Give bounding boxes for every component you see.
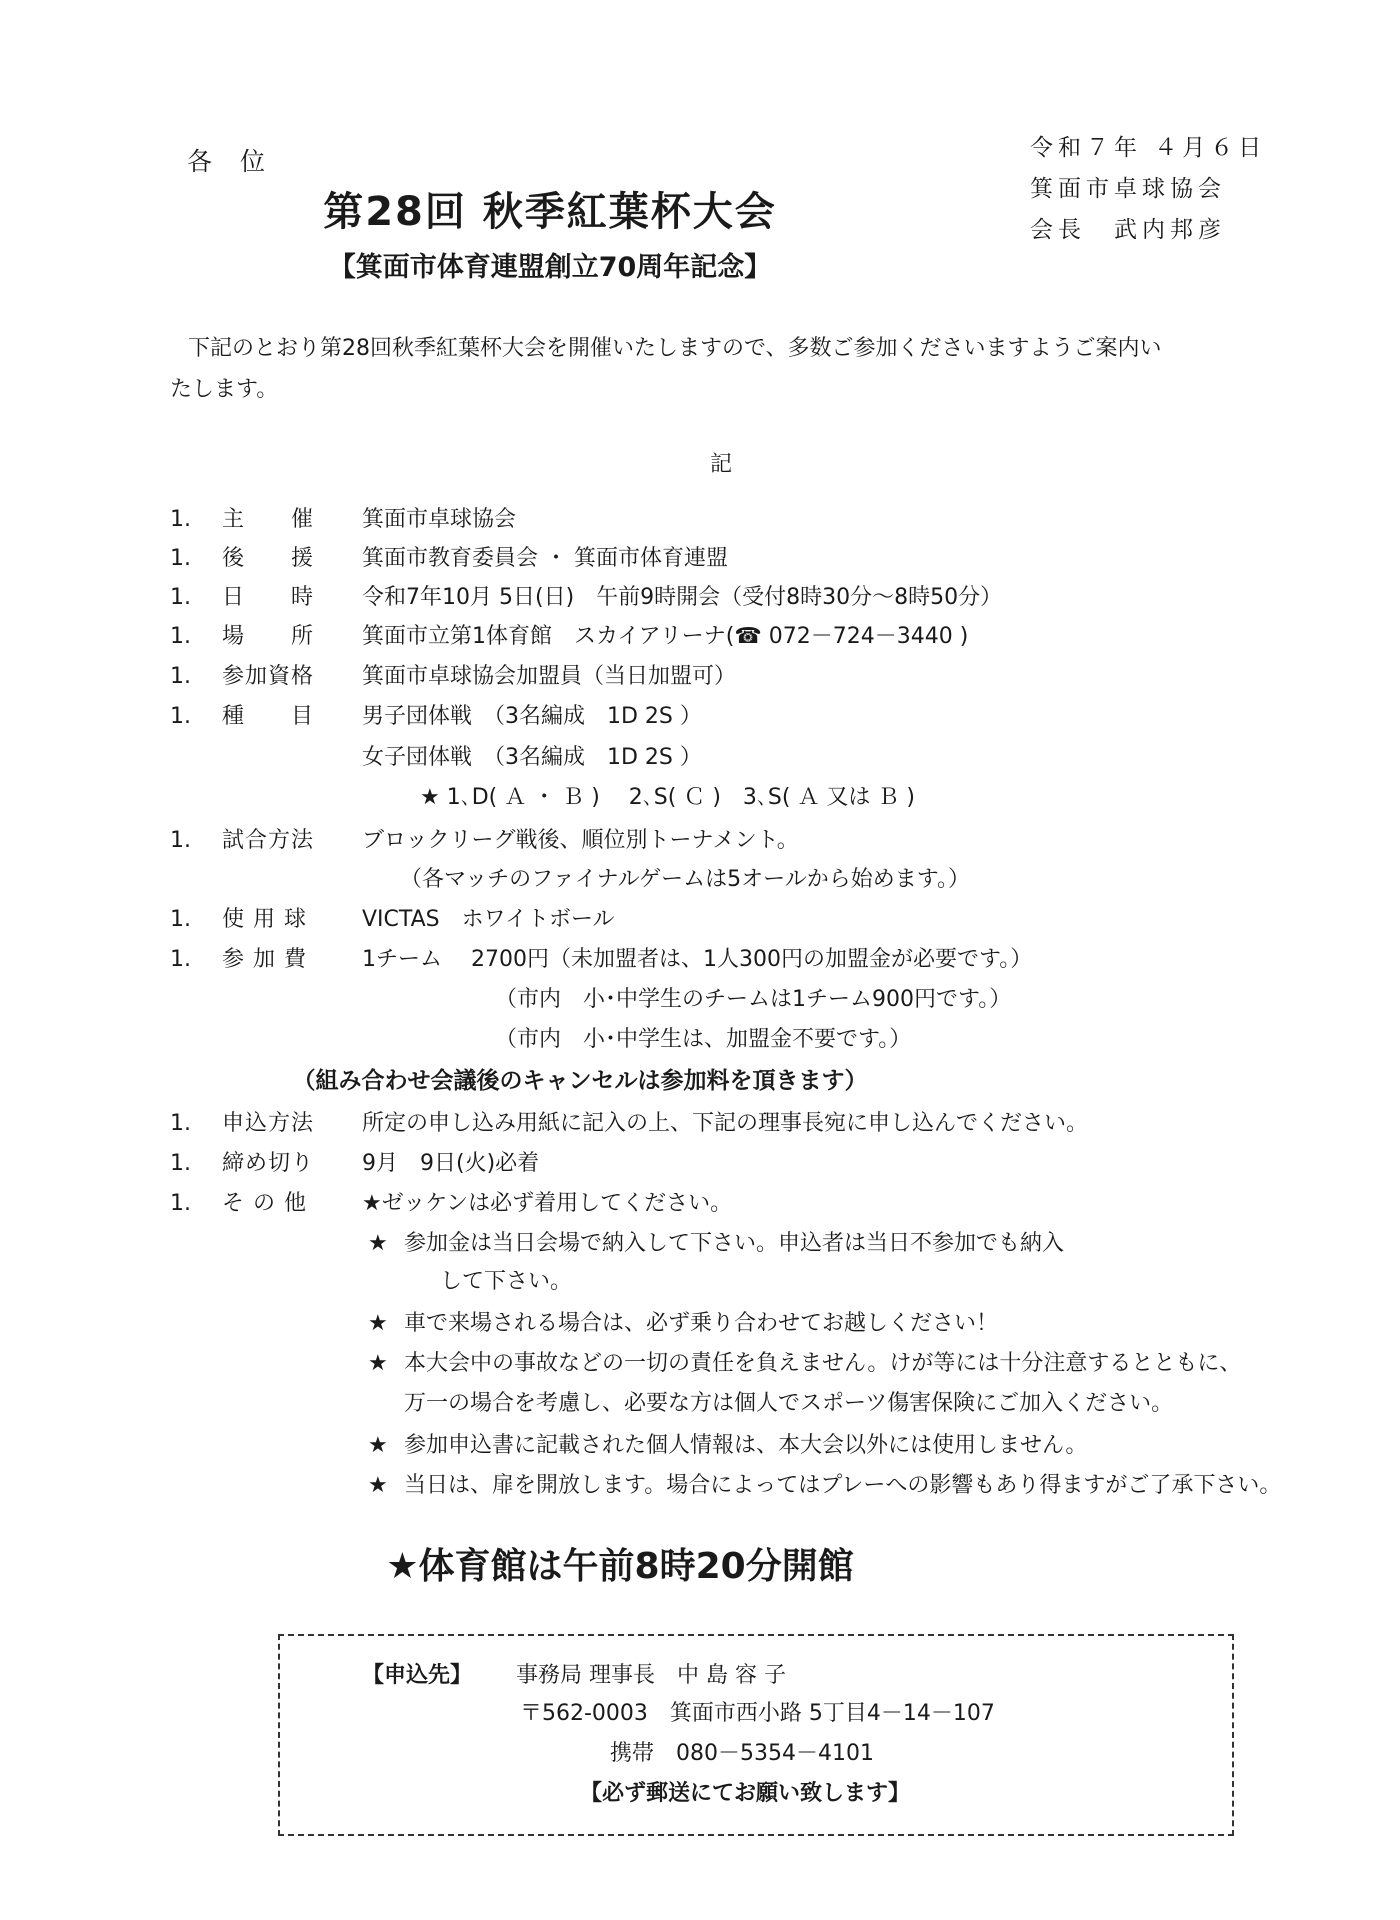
item-label: 後 援 (222, 546, 315, 571)
item-label: 使 用 球 (222, 907, 307, 932)
note-doors (368, 1468, 1281, 1499)
note-carpool (368, 1306, 998, 1337)
item-label: 主 催 (222, 507, 315, 532)
item-eligibility (170, 659, 736, 690)
item-label: 参加資格 (222, 664, 315, 689)
item-events (170, 699, 702, 730)
item-label: 場 所 (222, 624, 315, 649)
fee-note-team: （市内 小･中学生のチームは1チーム900円です。） (495, 987, 1012, 1012)
item-label: そ の 他 (222, 1191, 307, 1216)
ki-heading: 記 (710, 452, 733, 477)
item-number: 1. (170, 546, 191, 571)
note-text: 参加申込書に記載された個人情報は、本大会以外には使用しません。 (404, 1433, 1088, 1458)
item-label: 参 加 費 (222, 947, 307, 972)
item-ball (170, 902, 615, 933)
event-order: ★ 1､D( Ａ ・ Ｂ ) 2､S( Ｃ ) 3､S( Ａ 又は Ｂ ) (420, 785, 916, 810)
item-number: 1. (170, 624, 191, 649)
note-text: 車で来場される場合は、必ず乗り合わせてお越しください！ (404, 1311, 999, 1336)
issue-date: 令和７年 ４月６日 (1030, 135, 1267, 161)
item-label: 日 時 (222, 585, 315, 610)
item-number: 1. (170, 585, 191, 610)
item-value: VICTAS ホワイトボール (362, 907, 615, 932)
addressee: 各 位 (187, 147, 275, 176)
item-value: 箕面市卓球協会 (362, 507, 517, 532)
item-value: 9月 9日(火)必着 (362, 1151, 540, 1176)
item-value: 令和7年10月 5日(日) 午前9時開会（受付8時30分～8時50分） (362, 585, 1003, 610)
note-payment-cont: して下さい。 (440, 1269, 573, 1294)
match-note: （各マッチのファイナルゲームは5オールから始めます。） (400, 867, 970, 892)
cancel-note: （組み合わせ会議後のキャンセルは参加料を頂きます） (292, 1068, 868, 1094)
item-application (170, 1106, 1088, 1137)
note-liability-cont: 万一の場合を考慮し、必要な方は個人でスポーツ傷害保険にご加入ください。 (404, 1391, 1174, 1416)
item-deadline (170, 1146, 539, 1177)
item-number: 1. (170, 664, 191, 689)
item-fee (170, 942, 1032, 973)
item-number: 1. (170, 704, 191, 729)
star-icon: ★ (368, 1473, 388, 1498)
item-label: 締め切り (222, 1151, 315, 1176)
contact-address: 〒562-0003 箕面市西小路 5丁目4－14－107 (520, 1701, 995, 1726)
item-number: 1. (170, 947, 191, 972)
note-text: 参加金は当日会場で納入して下さい。申込者は当日不参加でも納入 (404, 1231, 1065, 1256)
item-number: 1. (170, 507, 191, 532)
note-text: 本大会中の事故などの一切の責任を負えません。けが等には十分注意するとともに、 (404, 1351, 1242, 1376)
item-number: 1. (170, 1191, 191, 1216)
item-value: 箕面市教育委員会 ・ 箕面市体育連盟 (362, 546, 728, 571)
contact-label: 【申込先】 (362, 1663, 473, 1688)
star-icon: ★ (368, 1433, 388, 1458)
item-label: 種 目 (222, 704, 315, 729)
item-number: 1. (170, 907, 191, 932)
item-match-format (170, 823, 799, 854)
document-title: 第28回 秋季紅葉杯大会 (323, 189, 777, 235)
contact-person: 事務局 理事長 中 島 容 子 (516, 1663, 786, 1688)
contact-box (278, 1634, 1234, 1836)
item-datetime (170, 580, 1002, 611)
gym-opening-notice: ★体育館は午前8時20分開館 (386, 1546, 854, 1587)
intro-paragraph: 下記のとおり第28回秋季紅葉杯大会を開催いたしますので、多数ご参加くださいますようご案内いたします。 (170, 336, 1162, 402)
item-number: 1. (170, 1111, 191, 1136)
item-label: 試合方法 (222, 828, 315, 853)
president-name: 会長 武内邦彦 (1030, 217, 1226, 243)
item-value: 所定の申し込み用紙に記入の上、下記の理事長宛に申し込んでください。 (362, 1111, 1089, 1136)
star-icon: ★ (368, 1231, 388, 1256)
star-icon: ★ (368, 1351, 388, 1376)
item-value: 箕面市卓球協会加盟員（当日加盟可） (362, 664, 737, 689)
item-other (170, 1186, 732, 1217)
contact-phone: 携帯 080－5354－4101 (610, 1741, 874, 1766)
item-venue (170, 619, 968, 650)
document-subtitle: 【箕面市体育連盟創立70周年記念】 (328, 252, 772, 283)
organization-name: 箕面市卓球協会 (1030, 176, 1226, 202)
contact-mail-note: 【必ず郵送にてお願い致します】 (580, 1781, 911, 1806)
note-text: 当日は、扉を開放します。場合によってはプレーへの影響もあり得ますがご了承下さい。 (404, 1473, 1282, 1498)
item-label: 申込方法 (222, 1111, 315, 1136)
item-value: ★ゼッケンは必ず着用してください。 (362, 1191, 733, 1216)
note-payment (368, 1226, 1064, 1257)
event-women: 女子団体戦 （3名編成 1D 2S ） (362, 745, 702, 770)
item-value: 箕面市立第1体育館 スカイアリーナ(☎ 072－724－3440 ) (362, 624, 969, 649)
item-support (170, 541, 728, 572)
note-privacy (368, 1428, 1087, 1459)
item-number: 1. (170, 1151, 191, 1176)
note-liability (368, 1346, 1241, 1377)
item-value: ブロックリーグ戦後、順位別トーナメント。 (362, 828, 799, 853)
fee-note-membership: （市内 小･中学生は、加盟金不要です。） (495, 1027, 912, 1052)
item-value: 1チーム 2700円（未加盟者は、1人300円の加盟金が必要です。） (362, 947, 1033, 972)
item-organizer (170, 502, 516, 533)
item-value: 男子団体戦 （3名編成 1D 2S ） (362, 704, 702, 729)
item-number: 1. (170, 828, 191, 853)
star-icon: ★ (368, 1311, 388, 1336)
